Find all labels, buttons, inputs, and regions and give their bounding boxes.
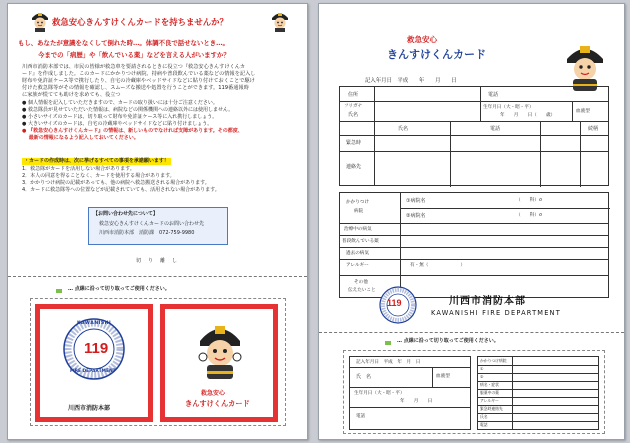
card-phone-label: 電話 [356,414,366,419]
medicine-label: 普段飲んでいる薬 [342,239,379,244]
card-row-label: ① [480,366,484,371]
intro-line: 付けた救急隊等がその情報を確認し、スムーズな搬送や処置を行うことができます。119番通報時 [22,85,249,91]
small-card-form-left [349,356,471,430]
allergy-options: 有・無（ ） [410,263,466,268]
cut-line [8,276,307,277]
card-row-label: アレルギー [480,398,499,403]
birth-label: 生年月日（大・昭・平） [483,105,534,110]
subtitle-1: もし、あなたが意識をなくして倒れた時…。体調不良で話せないとき…。 [18,39,229,47]
list-item: 最新の情報になるよう記入しておいてください。 [22,135,139,141]
card-row-label: かかりつけ病院 [480,358,507,363]
mascot-icon [30,10,50,32]
arrow-icon [385,341,391,345]
intro-line: に家族が慌てても助けを求めても、役立つ [22,92,121,98]
list-item: ● 大きいサイズのカードは、自宅の冷蔵庫やベッドサイドなどに貼り付けましょう。 [22,121,213,127]
hospital-1-tel: （ 科）σ [516,198,542,203]
mascot-icon [563,41,607,91]
hospital-2-tel: （ 科）σ [516,213,542,218]
list-item: 3．かかりつけ病院の記載があっても、他の病院へ救急搬送される場合があります。 [22,180,210,186]
footer-org-en: KAWANISHI FIRE DEPARTMENT [431,309,561,317]
card-birth-date: 年 月 日 [400,399,433,404]
card-name-label: 氏 名 [356,374,372,380]
notice-section [22,147,298,194]
intro-line: 川西市消防本部では、市民の皆様が救急車を要請されるときに役立つ『救急安心きんすけくんカ [22,64,246,70]
past-disease-label: 過去の病気 [346,251,369,256]
list-item: ● 『救急安心きんすけくんカード』の情報は、新しいものでなければ支障があります。その都度、 [22,128,243,134]
mascot-icon [195,319,245,381]
intro-line: ード』を作成しました。このカードにかかりつけ病院、持病や普段飲んでいる薬などの情報を記入し [22,71,256,77]
card-title-main: きんすけくんカード [185,399,250,408]
col-relation-label: 続柄 [588,126,599,132]
title-small: 救急安心 [407,35,437,44]
list-item: 2．本人の同意を得ることなく、カードを使用する場合があります。 [22,173,175,179]
disease-label: 治療中の病気 [344,227,372,232]
medical-info-table [339,192,609,276]
bullet-list [22,100,298,142]
right-page [318,3,625,440]
emblem-number: 119 [84,340,109,357]
allergy-label: アレルギー [346,263,369,268]
birth-date: 年 月 日（ 歳） [500,113,556,118]
card-back [160,304,278,422]
contact-box [88,207,228,245]
footer-org: 川西市消防本部 [449,296,526,307]
personal-info-table [339,86,609,186]
contact-label: 連絡先 [346,164,362,170]
cut-line [319,332,624,333]
intro-paragraph [22,64,298,99]
furigana-label: フリガナ [344,104,363,109]
contact-line: 救急安心きんすけくんカードのお問い合わせ先 [99,221,205,227]
other-label: その他 [354,280,368,285]
hospital-2-label: ②病院名 [406,213,426,219]
card-row-label: 電話 [480,422,488,427]
page-title-text: 救急安心きんすけくんカードを持ちませんか？ [52,17,228,27]
cut-label: 切 り 離 し [136,258,179,264]
list-item: 1．救急隊がカードを活用しない場合があります。 [22,166,135,172]
notice-heading: ・カードの作成時は、次に挙げるすべての事項を承諾願います！ [24,158,169,164]
card-banner: … 点線に沿って切り取ってご使用ください。 [68,286,170,292]
phone-label: 電話 [488,92,499,98]
card-row-label: 緊急時連絡先 [480,406,503,411]
card-row-label: ② [480,374,484,379]
hospital-label: 病院 [354,209,364,214]
list-item: ● 救急隊員が見せていただいた情報は、病院などの関係機関への連絡以外には使用しません。 [22,107,234,113]
card-row-label: 服薬中の薬 [480,390,499,395]
card-org: 川西市消防本部 [68,405,111,412]
arrow-icon [56,289,62,293]
page-title [52,16,268,28]
clinic-label: かかりつけ [346,200,369,205]
card-title-small: 救急安心 [201,390,226,397]
contact-heading: 【お問い合わせ先について】 [93,211,158,217]
col-name-label: 氏名 [398,126,409,132]
emblem-number: 119 [387,298,402,308]
card-date: 記入年月日 平成 年 月 日 [356,360,421,365]
card-front [35,304,153,422]
left-page [7,3,308,440]
emblem-ring-top: KAWANISHI [77,321,112,326]
intro-line: 財布や免許証ケース等で携行したり、自宅の冷蔵庫やベッドサイドなどに貼り付けておくことで駆け [22,78,255,84]
name-label: 氏名 [348,112,359,118]
note-label: 伝えたいこと [348,288,376,293]
list-item: 4．カードに救急隊等への位置などが記載されていても、活用されない場合があります。 [22,187,220,193]
address-label: 住所 [348,92,359,98]
list-item: ● 小さいサイズのカードは、切り取って財布や免許証ケース等に入れ携行しましょう。 [22,114,218,120]
subtitle-2: 今までの「病歴」や「飲んでいる薬」などを言える人がいますか？ [38,51,230,59]
blood-label: 血液型 [576,109,590,114]
list-item: ● 個人情報を記入していただきますので、カードの取り扱いには十分ご注意ください。 [22,100,218,106]
date-row: 記入年月日 平成 年 月 日 [365,78,457,84]
card-row-label: 氏名 [480,414,488,419]
col-phone-label: 電話 [490,126,501,132]
card-row-label: 病名・症状 [480,382,499,387]
contact-line: 川西市消防本部 消防課 072-759-9980 [99,230,195,236]
card-blood-label: 血液型 [436,374,450,379]
emergency-label: 緊急時 [346,140,362,146]
card-banner: … 点線に沿って切り取ってご使用ください。 [397,338,499,344]
emblem-ring-bottom: FIRE DEPARTMENT [70,369,116,374]
title-main: きんすけくんカード [387,48,486,61]
card-birth-label: 生年月日（大・昭・平） [354,391,405,396]
mascot-icon [270,10,290,32]
small-card-form-right [477,356,599,430]
hospital-1-label: ①病院名 [406,198,426,204]
